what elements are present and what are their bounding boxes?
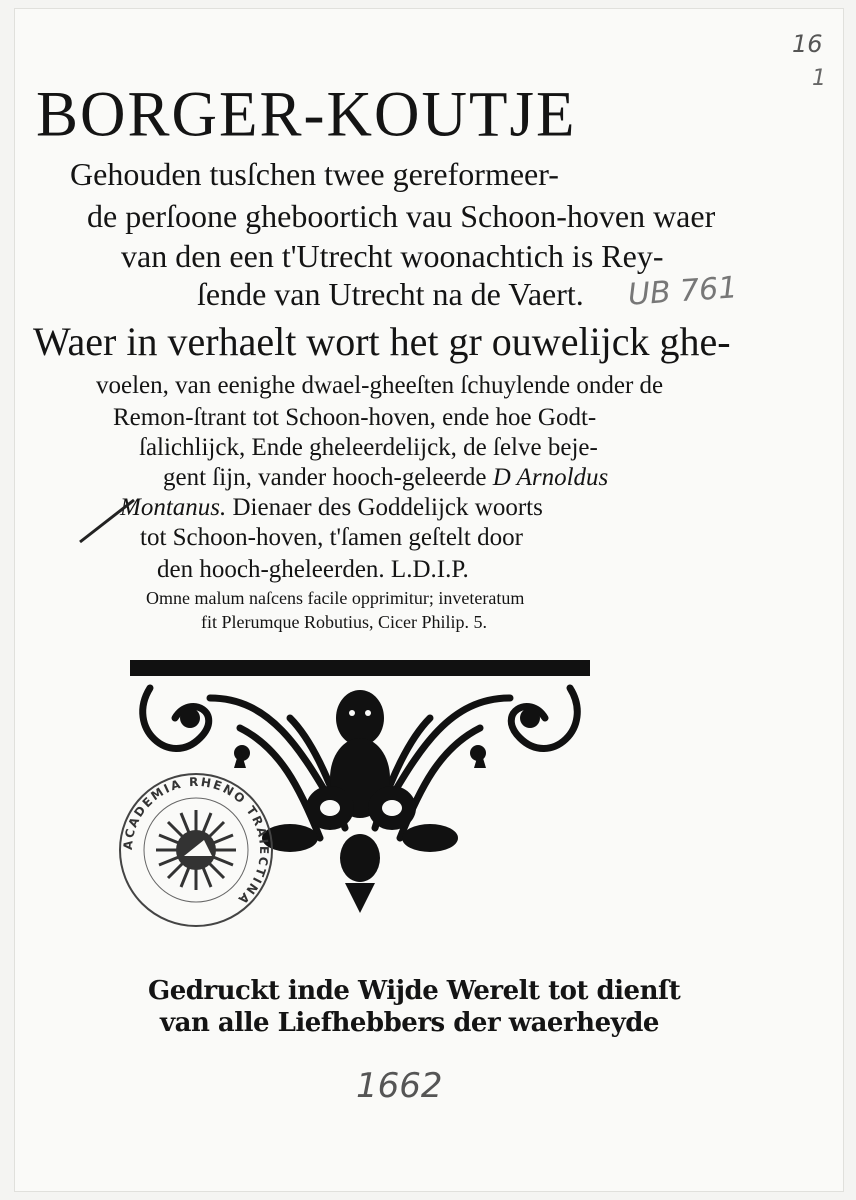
stamp-text: ACADEMIA RHENO TRAIECTINA (120, 774, 272, 908)
handwritten-corner-note: 1 (812, 66, 826, 91)
handwritten-year: 1662 (356, 1066, 443, 1106)
handwritten-corner-note: 16 (792, 30, 823, 58)
body-line: den hooch-gheleerden. L.D.I.P. (157, 556, 469, 583)
pen-stroke-mark (78, 492, 138, 552)
body-line: Remon-ſtrant tot Schoon-hoven, ende hoe Godt- (113, 404, 597, 431)
page-title: BORGER-KOUTJE (36, 78, 577, 150)
subtitle-line: de perſoone gheboortich vau Schoon-hoven waer (87, 198, 716, 234)
author-name-italic: Montanus. (120, 494, 227, 521)
library-stamp-icon (116, 770, 276, 930)
handwritten-shelfmark: UB 761 (626, 270, 739, 313)
imprint-line: van alle Liefhebbers der waerheyde (160, 1008, 659, 1038)
latin-quote-line: fit Plerumque Robutius, Cicer Philip. 5. (201, 612, 487, 632)
body-line (163, 464, 608, 492)
subtitle-line: Gehouden tusſchen twee gereformeer- (70, 156, 559, 192)
body-line (120, 494, 543, 522)
body-heading-line: Waer in verhaelt wort het gr ouwelijck ghe- (33, 319, 731, 364)
body-line: ſalichlijck, Ende gheleerdelijck, de ſelve beje- (139, 434, 598, 461)
latin-quote-line: Omne malum naſcens facile opprimitur; inveteratum (146, 588, 525, 608)
body-line-text: gent ſijn, vander hooch-geleerde (163, 464, 487, 491)
author-name-italic: D Arnoldus (492, 464, 609, 491)
body-line: voelen, van eenighe dwael-gheeſten ſchuylende onder de (96, 372, 664, 399)
subtitle-line: ſende van Utrecht na de Vaert. (197, 276, 584, 312)
body-line: tot Schoon-hoven, t'ſamen geſtelt door (140, 524, 523, 551)
imprint-line: Gedruckt inde Wijde Werelt tot dienſt (148, 976, 681, 1006)
body-line-text: Dienaer des Goddelijck woorts (232, 494, 543, 521)
subtitle-line: van den een t'Utrecht woonachtich is Rey- (121, 238, 664, 274)
